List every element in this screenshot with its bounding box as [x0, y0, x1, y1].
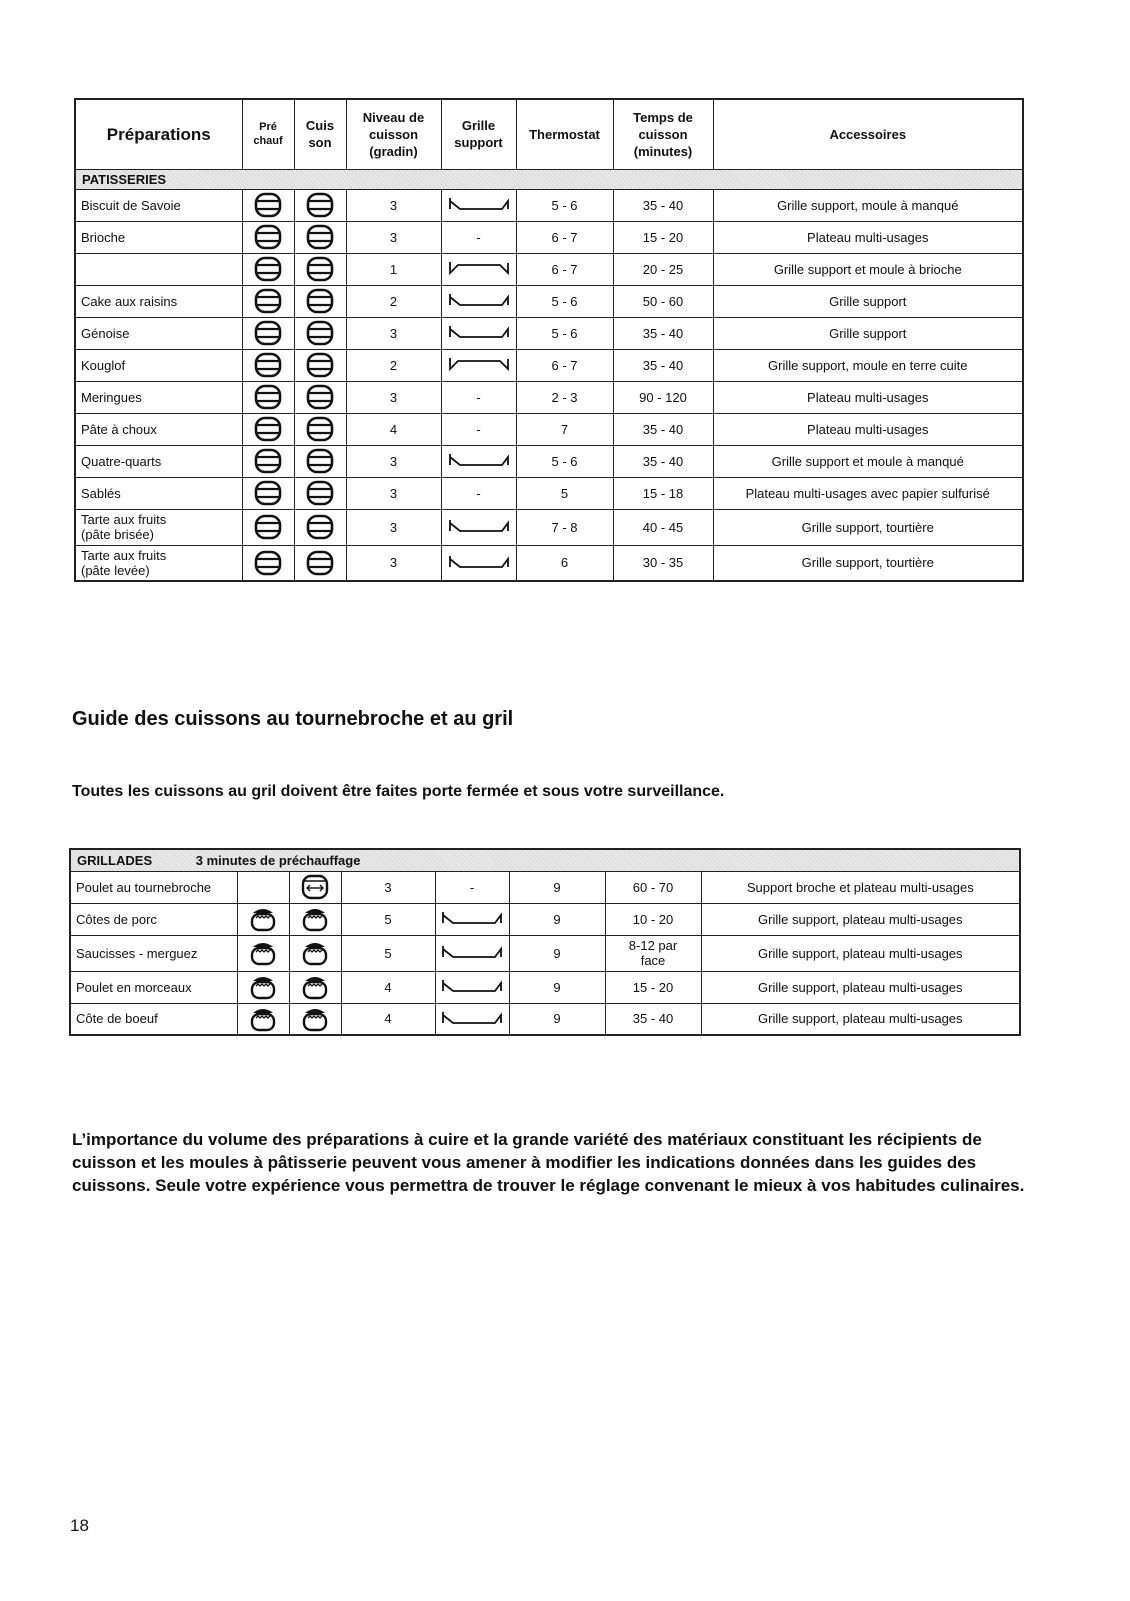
rotisserie-icon: [301, 874, 329, 900]
level-cell: 3: [346, 445, 441, 477]
prechauf-cell: [237, 1003, 289, 1035]
preparation-cell: [75, 445, 242, 477]
grille-up-icon: [441, 1010, 503, 1028]
oven-icon: [306, 550, 334, 576]
grille-cell: -: [441, 221, 516, 253]
table-row: [75, 285, 1023, 317]
level-cell: 4: [341, 971, 435, 1003]
level-cell: 3: [341, 871, 435, 903]
preparation-name: Sablés: [81, 485, 121, 501]
time-cell: 90 - 120: [613, 381, 713, 413]
grille-cell: -: [435, 871, 509, 903]
section-grillades: [70, 849, 1020, 871]
col-prechauf: [242, 99, 294, 169]
time-cell: [605, 871, 701, 903]
oven-icon: [254, 192, 282, 218]
accessories-cell: Plateau multi-usages avec papier sulfurisé: [713, 477, 1023, 509]
thermostat-cell: 6 - 7: [516, 349, 613, 381]
col-temps-line1: Temps de: [633, 109, 693, 125]
prechauf-cell: [242, 189, 294, 221]
grille-down-icon: [448, 356, 510, 374]
prechauf-cell: [242, 221, 294, 253]
oven-icon: [254, 256, 282, 282]
prechauf-cell: [242, 253, 294, 285]
accessories-cell: Grille support: [713, 285, 1023, 317]
table-row: [75, 221, 1023, 253]
grille-cell: [435, 903, 509, 935]
preparation-cell: Saucisses - merguez: [70, 935, 237, 971]
time-value: 60 - 70: [632, 879, 674, 895]
table-row: [70, 1003, 1020, 1035]
grille-cell: [441, 545, 516, 581]
table-row: [75, 381, 1023, 413]
section-grillades-label: GRILLADES: [77, 852, 153, 868]
time-cell: [605, 971, 701, 1003]
cuisson-cell: [294, 445, 346, 477]
grillades-table: [69, 848, 1021, 1036]
col-niveau-line2: cuisson: [368, 126, 419, 142]
preparation-cell: [75, 285, 242, 317]
thermostat-cell: 9: [509, 935, 605, 971]
level-cell: 4: [346, 413, 441, 445]
cuisson-cell: [294, 545, 346, 581]
oven-icon: [254, 448, 282, 474]
accessories-cell: Grille support, moule à manqué: [713, 189, 1023, 221]
table-row: [75, 349, 1023, 381]
preparation-cell: Poulet au tournebroche: [70, 871, 237, 903]
prechauf-cell: [242, 477, 294, 509]
prechauf-cell: [242, 381, 294, 413]
oven-icon: [254, 416, 282, 442]
thermostat-cell: 5 - 6: [516, 445, 613, 477]
grille-cell: [435, 1003, 509, 1035]
section-row: [75, 169, 1023, 189]
cuisson-cell: [289, 871, 341, 903]
grille-up-icon: [441, 944, 503, 962]
preparation-name: Tarte aux fruits: [81, 512, 167, 527]
prechauf-cell: [237, 935, 289, 971]
preparation-cell: [75, 317, 242, 349]
grill-icon: [249, 1005, 277, 1033]
preparation-cell: [75, 413, 242, 445]
prechauf-cell: [242, 413, 294, 445]
level-cell: 2: [346, 285, 441, 317]
thermostat-cell: 5 - 6: [516, 285, 613, 317]
prechauf-cell: [242, 349, 294, 381]
level-cell: 2: [346, 349, 441, 381]
time-cell: 15 - 20: [613, 221, 713, 253]
level-cell: 3: [346, 477, 441, 509]
col-temps-line3: (minutes): [633, 143, 693, 159]
cuisson-cell: [294, 285, 346, 317]
cuisson-cell: [294, 221, 346, 253]
level-cell: 3: [346, 509, 441, 545]
preparation-name: Génoise: [81, 325, 130, 341]
grill-icon: [301, 905, 329, 933]
time-cell: 30 - 35: [613, 545, 713, 581]
advice-paragraph: L’importance du volume des préparations à cuire et la grande variété des matériaux constituant les récipients de cuisson et les moules à pâtisserie peuvent vous amener à modifier les indications données dans les guides des cuissons. Seule votre expérience vous permettra de trouver le réglage convenant le mieux à vos habitudes culinaires.: [72, 1130, 1025, 1195]
thermostat-cell: 9: [509, 871, 605, 903]
preparation-cell: Poulet en morceaux: [70, 971, 237, 1003]
preparation-cell: Côtes de porc: [70, 903, 237, 935]
grille-cell: [441, 349, 516, 381]
cuisson-cell: [294, 381, 346, 413]
accessories-cell: Grille support et moule à brioche: [713, 253, 1023, 285]
thermostat-cell: 5 - 6: [516, 317, 613, 349]
time-value: 35 - 40: [632, 1011, 674, 1027]
accessories-cell: Grille support, plateau multi-usages: [701, 1003, 1020, 1035]
level-cell: 3: [346, 317, 441, 349]
table-row: [70, 903, 1020, 935]
preparation-cell: [75, 509, 242, 545]
grille-cell: [441, 285, 516, 317]
patisseries-table: [74, 98, 1024, 582]
oven-icon: [254, 514, 282, 540]
prechauf-cell: [242, 445, 294, 477]
grill-icon: [301, 939, 329, 967]
preparation-name: Biscuit de Savoie: [81, 197, 181, 213]
level-cell: 5: [341, 935, 435, 971]
prechauf-cell: [237, 871, 289, 903]
grille-up-icon: [448, 324, 510, 342]
grille-cell: [441, 509, 516, 545]
table-row: [75, 445, 1023, 477]
preparation-name: Pâte à choux: [81, 421, 157, 437]
grill-notice: Toutes les cuissons au gril doivent être faites porte fermée et sous votre surveillance.: [72, 783, 725, 800]
accessories-cell: Support broche et plateau multi-usages: [701, 871, 1020, 903]
cuisson-cell: [294, 317, 346, 349]
preparation-cell: [75, 189, 242, 221]
preparation-cell: [75, 545, 242, 581]
grille-up-icon: [441, 910, 503, 928]
col-preparations: Préparations: [75, 99, 242, 169]
level-cell: 5: [341, 903, 435, 935]
oven-icon: [306, 224, 334, 250]
level-cell: 3: [346, 221, 441, 253]
accessories-cell: Grille support, plateau multi-usages: [701, 971, 1020, 1003]
time-value: 8-12 par: [628, 938, 678, 953]
level-cell: 4: [341, 1003, 435, 1035]
oven-icon: [306, 256, 334, 282]
col-cuisson-line2: son: [308, 135, 332, 151]
col-temps: [613, 99, 713, 169]
oven-icon: [254, 550, 282, 576]
grille-up-icon: [448, 554, 510, 572]
grille-cell: -: [441, 381, 516, 413]
time-cell: 35 - 40: [613, 413, 713, 445]
preparation-name: Tarte aux fruits: [81, 547, 167, 563]
table-row: [70, 971, 1020, 1003]
col-prechauf-line1: Pré: [259, 121, 277, 134]
time-cell: 35 - 40: [613, 189, 713, 221]
accessories-cell: Grille support, tourtière: [713, 545, 1023, 581]
time-cell: 35 - 40: [613, 317, 713, 349]
grill-icon: [301, 973, 329, 1001]
prechauf-cell: [242, 285, 294, 317]
grille-up-icon: [448, 292, 510, 310]
cuisson-cell: [289, 971, 341, 1003]
time-cell: [605, 935, 701, 971]
cuisson-cell: [289, 1003, 341, 1035]
cuisson-cell: [294, 349, 346, 381]
grille-cell: -: [441, 413, 516, 445]
time-cell: 35 - 40: [613, 349, 713, 381]
table-row: [75, 545, 1023, 581]
grille-up-icon: [448, 196, 510, 214]
col-grille-line2: support: [454, 135, 503, 151]
section-patisseries: PATISSERIES: [75, 169, 1023, 189]
oven-icon: [306, 352, 334, 378]
preheat-note: 3 minutes de préchauffage: [195, 852, 361, 868]
table-row: [75, 253, 1023, 285]
oven-icon: [254, 224, 282, 250]
oven-icon: [254, 352, 282, 378]
time-cell: 15 - 18: [613, 477, 713, 509]
preparation-cell: [75, 477, 242, 509]
accessories-cell: Grille support et moule à manqué: [713, 445, 1023, 477]
table-row: [75, 413, 1023, 445]
accessories-cell: Grille support, moule en terre cuite: [713, 349, 1023, 381]
time-value: 10 - 20: [632, 911, 674, 927]
table-row: [70, 935, 1020, 971]
accessories-cell: Grille support, plateau multi-usages: [701, 935, 1020, 971]
oven-icon: [306, 448, 334, 474]
oven-icon: [254, 320, 282, 346]
prechauf-cell: [242, 509, 294, 545]
grill-icon: [249, 939, 277, 967]
col-niveau-line3: (gradin): [369, 143, 418, 159]
prechauf-cell: [237, 971, 289, 1003]
grille-cell: [441, 189, 516, 221]
cuisson-cell: [294, 253, 346, 285]
preparation-name: Brioche: [81, 229, 126, 245]
accessories-cell: Grille support, tourtière: [713, 509, 1023, 545]
grill-icon: [249, 905, 277, 933]
preparation-name: Meringues: [81, 389, 142, 405]
grille-up-icon: [448, 518, 510, 536]
section-row: [70, 849, 1020, 871]
thermostat-cell: 2 - 3: [516, 381, 613, 413]
thermostat-cell: 5 - 6: [516, 189, 613, 221]
time-cell: 20 - 25: [613, 253, 713, 285]
cuisson-cell: [294, 413, 346, 445]
col-prechauf-line2: chauf: [253, 135, 283, 148]
thermostat-cell: 9: [509, 1003, 605, 1035]
level-cell: 3: [346, 189, 441, 221]
col-accessoires: Accessoires: [713, 99, 1023, 169]
oven-icon: [306, 514, 334, 540]
preparation-cell: [75, 253, 242, 285]
time-value: face: [640, 953, 666, 968]
prechauf-cell: [237, 903, 289, 935]
section-heading: Guide des cuissons au tournebroche et au gril: [72, 708, 514, 730]
grille-up-icon: [448, 452, 510, 470]
oven-icon: [254, 384, 282, 410]
grill-icon: [301, 1005, 329, 1033]
level-cell: 1: [346, 253, 441, 285]
accessories-cell: Grille support, plateau multi-usages: [701, 903, 1020, 935]
thermostat-cell: 6 - 7: [516, 221, 613, 253]
thermostat-cell: 7: [516, 413, 613, 445]
col-thermostat: Thermostat: [516, 99, 613, 169]
accessories-cell: Grille support: [713, 317, 1023, 349]
grill-icon: [249, 973, 277, 1001]
thermostat-cell: 7 - 8: [516, 509, 613, 545]
oven-icon: [306, 416, 334, 442]
grille-cell: [441, 317, 516, 349]
preparation-name: Cake aux raisins: [81, 293, 178, 309]
oven-icon: [306, 288, 334, 314]
prechauf-cell: [242, 545, 294, 581]
oven-icon: [306, 480, 334, 506]
col-niveau: [346, 99, 441, 169]
accessories-cell: Plateau multi-usages: [713, 413, 1023, 445]
table-row: [75, 477, 1023, 509]
oven-icon: [254, 480, 282, 506]
cuisson-cell: [294, 509, 346, 545]
cuisson-cell: [289, 935, 341, 971]
cuisson-cell: [294, 477, 346, 509]
thermostat-cell: 6: [516, 545, 613, 581]
preparation-cell: [75, 349, 242, 381]
grille-down-icon: [448, 260, 510, 278]
preparation-name: Kouglof: [81, 357, 126, 373]
level-cell: 3: [346, 545, 441, 581]
preparation-cell: Côte de boeuf: [70, 1003, 237, 1035]
col-grille: [441, 99, 516, 169]
grille-cell: [435, 971, 509, 1003]
col-grille-line1: Grille: [461, 118, 496, 134]
grille-cell: [435, 935, 509, 971]
grille-cell: [441, 253, 516, 285]
preparation-name: Quatre-quarts: [81, 453, 162, 469]
time-cell: 40 - 45: [613, 509, 713, 545]
preparation-cell: [75, 221, 242, 253]
table-row: [70, 871, 1020, 903]
prechauf-cell: [242, 317, 294, 349]
cuisson-cell: [289, 903, 341, 935]
table-row: [75, 189, 1023, 221]
table-row: [75, 317, 1023, 349]
oven-icon: [254, 288, 282, 314]
page-number: 18: [70, 1516, 89, 1535]
level-cell: 3: [346, 381, 441, 413]
time-value: 15 - 20: [632, 979, 674, 995]
col-temps-line2: cuisson: [638, 126, 688, 142]
preparation-name: (pâte levée): [81, 562, 150, 578]
accessories-cell: Plateau multi-usages: [713, 381, 1023, 413]
time-cell: [605, 903, 701, 935]
col-cuisson-line1: Cuis: [305, 118, 335, 134]
col-cuisson: [294, 99, 346, 169]
preparation-name: (pâte brisée): [81, 527, 154, 542]
oven-icon: [306, 192, 334, 218]
thermostat-cell: 6 - 7: [516, 253, 613, 285]
thermostat-cell: 9: [509, 971, 605, 1003]
oven-icon: [306, 384, 334, 410]
table-header-row: [75, 99, 1023, 169]
thermostat-cell: 9: [509, 903, 605, 935]
grille-up-icon: [441, 978, 503, 996]
table-row: [75, 509, 1023, 545]
thermostat-cell: 5: [516, 477, 613, 509]
oven-icon: [306, 320, 334, 346]
grille-cell: [441, 445, 516, 477]
preparation-cell: [75, 381, 242, 413]
col-niveau-line1: Niveau de: [362, 109, 425, 125]
time-cell: 35 - 40: [613, 445, 713, 477]
accessories-cell: Plateau multi-usages: [713, 221, 1023, 253]
cuisson-cell: [294, 189, 346, 221]
time-cell: [605, 1003, 701, 1035]
time-cell: 50 - 60: [613, 285, 713, 317]
grille-cell: -: [441, 477, 516, 509]
